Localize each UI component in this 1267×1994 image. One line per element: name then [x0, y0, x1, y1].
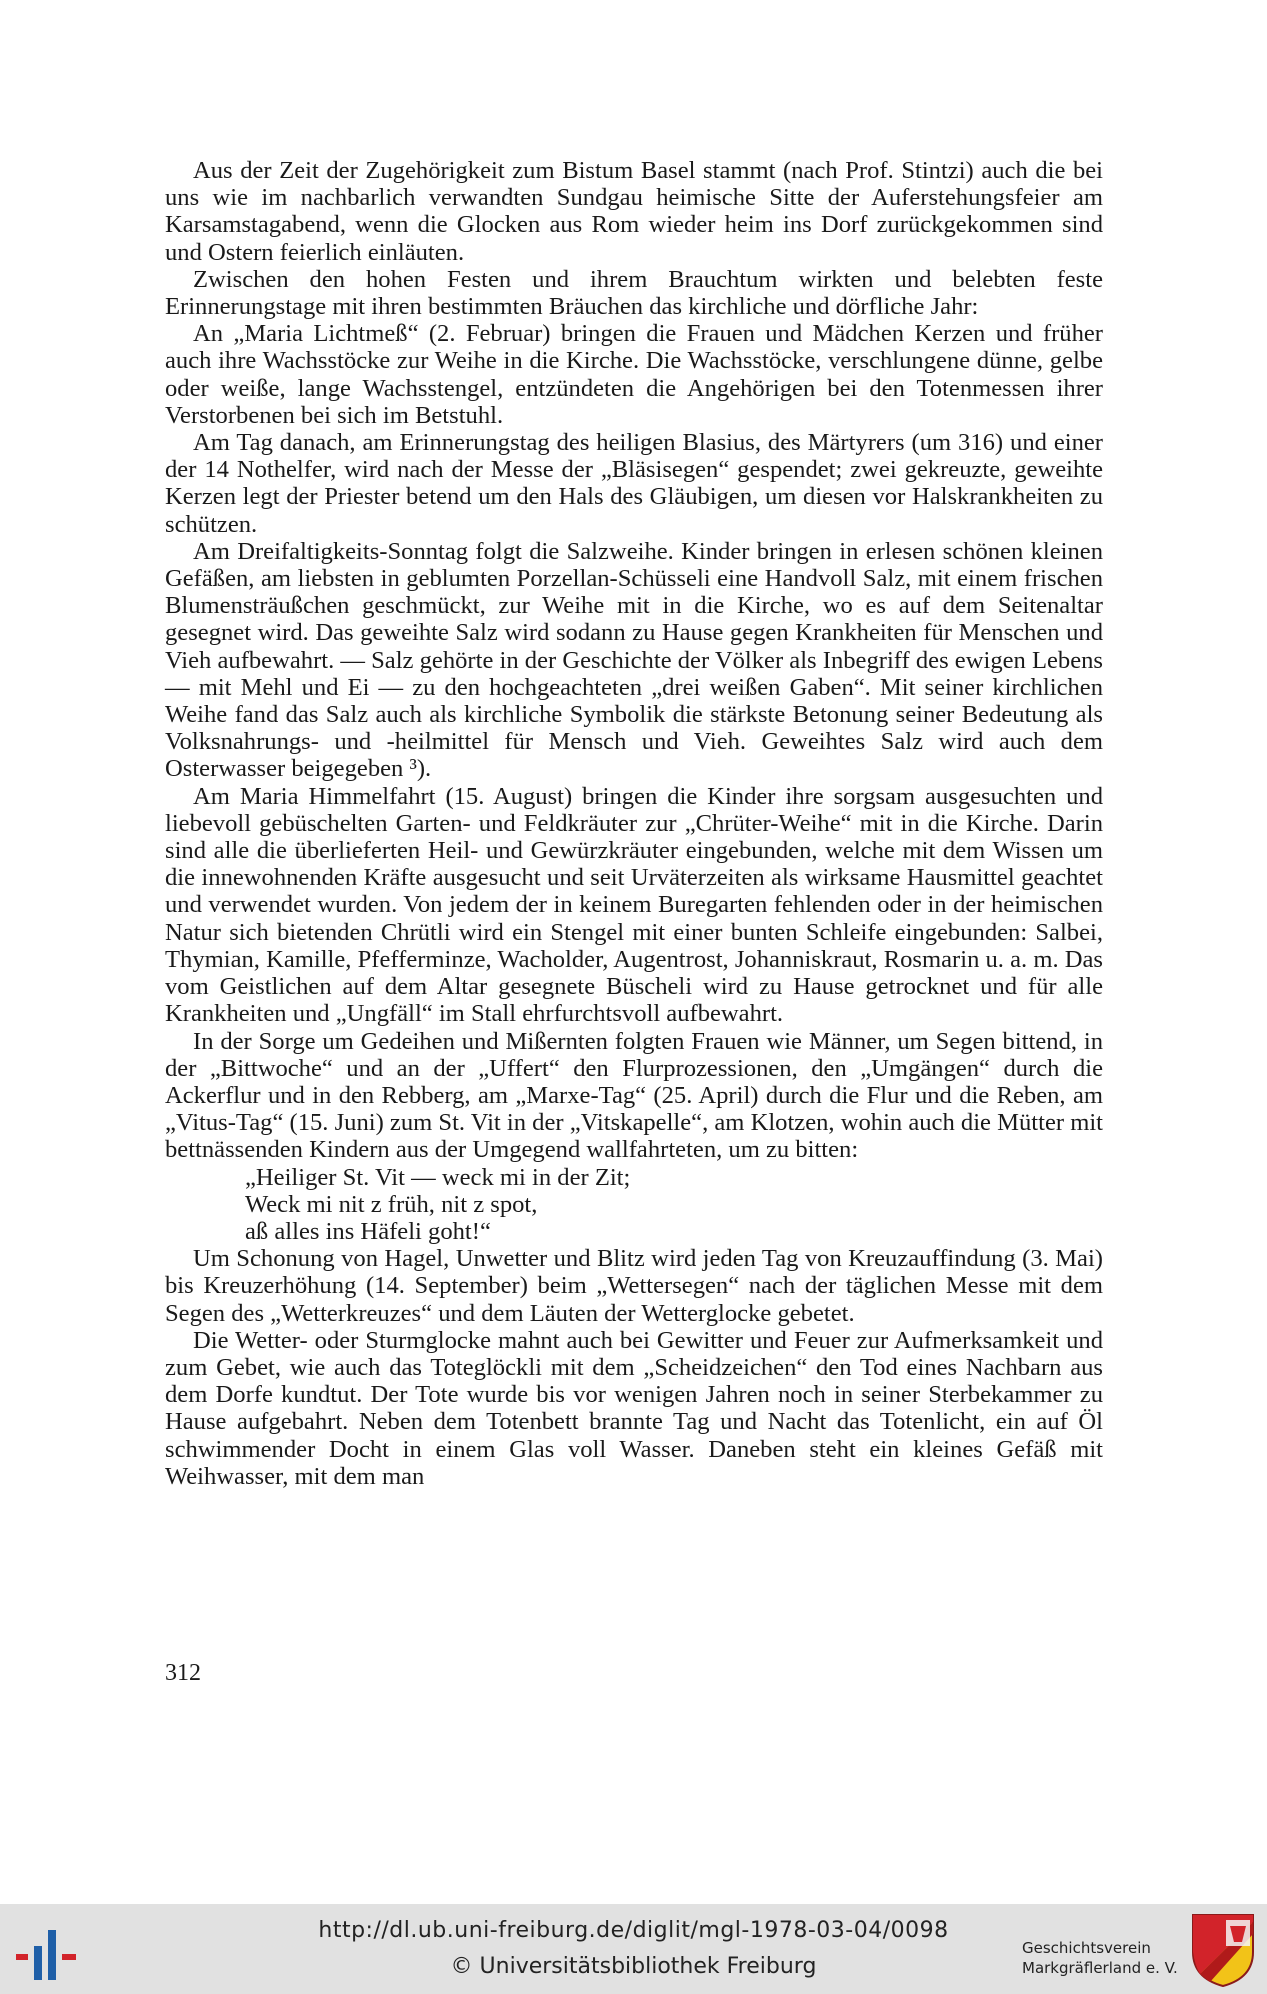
verse-line-2: Weck mi nit z früh, nit z spot,: [245, 1190, 538, 1218]
coat-of-arms-icon: [1190, 1912, 1256, 1988]
society-line-2: Markgräflerland e. V.: [1022, 1959, 1178, 1977]
paragraph-7: In der Sorge um Gedeihen und Mißernten folgten Frauen wie Männer, um Segen bittend, in der „Bittwoche“ und an der „Uffert“ den Flurprozessionen, den „Umgängen“ durch die Ackerflur und in den Rebberg, am „Marxe-Tag“ (25. April) durch die Flur und die Reben, am „Vitus-Tag“ (15. Juni) zum St. Vit in der „Vitskapelle“, am Klotzen, wohin auch die Mütter mit bettnässenden Kindern aus der Umgegend wallfahrteten, um zu bitten:: [165, 1027, 1103, 1164]
paragraph-2: Zwischen den hohen Festen und ihrem Brauchtum wirkten und belebten feste Erinnerungstage mit ihren bestimmten Bräuchen das kirchliche und dörfliche Jahr:: [165, 265, 1103, 321]
verse-line-3: aß alles ins Häfeli goht!“: [245, 1217, 491, 1245]
paragraph-9: Die Wetter- oder Sturmglocke mahnt auch bei Gewitter und Feuer zur Aufmerksamkeit und zum Gebet, wie auch das Toteglöckli mit dem „Scheidzeichen“ den Tod eines Nachbarn aus dem Dorfe kundtut. Der Tote wurde bis vor wenigen Jahren noch in seiner Sterbekammer zu Hause aufgebahrt. Neben dem Totenbett brannte Tag und Nacht das Totenlicht, ein auf Öl schwimmender Docht in einem Glas voll Wasser. Daneben steht ein kleines Gefäß mit Weihwasser, mit dem man: [165, 1326, 1103, 1490]
paragraph-6: Am Maria Himmelfahrt (15. August) bringen die Kinder ihre sorgsam ausgesuchten und liebevoll gebüschelten Garten- und Feldkräuter zur „Chrüter-Weihe“ mit in die Kirche. Darin sind alle die überlieferten Heil- und Gewürzkräuter eingebunden, welche mit dem Wissen um die innewohnenden Kräfte ausgesucht und seit Urväterzeiten als wirksame Hausmittel geachtet und verwendet wurden. Von jedem der in keinem Buregarten fehlenden oder in der heimischen Natur sich bietenden Chrütli wird ein Stengel mit einer bunten Schleife eingebunden: Salbei, Thymian, Kamille, Pfefferminze, Wacholder, Augentrost, Johanniskraut, Rosmarin u. a. m. Das vom Geistlichen auf dem Altar gesegnete Büscheli wird zu Hause getrocknet und für alle Krankheiten und „Ungfäll“ im Stall ehrfurchtsvoll aufbewahrt.: [165, 782, 1103, 1028]
verse-block: [165, 1164, 1103, 1246]
copyright-text: © Universitätsbibliothek Freiburg: [450, 1954, 817, 1979]
verse-line-1: „Heiliger St. Vit — weck mi in der Zit;: [245, 1163, 631, 1191]
society-name: [1022, 1938, 1178, 1978]
paragraph-8: Um Schonung von Hagel, Unwetter und Blitz wird jeden Tag von Kreuzauffindung (3. Mai) bis Kreuzerhöhung (14. September) beim „Wettersegen“ nach der täglichen Messe mit dem Segen des „Wetterkreuzes“ und dem Läuten der Wetterglocke gebetet.: [165, 1245, 1103, 1327]
body-text: [165, 157, 1103, 1490]
source-url[interactable]: http://dl.ub.uni-freiburg.de/diglit/mgl-1978-03-04/0098: [318, 1918, 949, 1943]
paragraph-1: Aus der Zeit der Zugehörigkeit zum Bistum Basel stammt (nach Prof. Stintzi) auch die bei uns wie im nachbarlich verwandten Sundgau heimische Sitte der Auferstehungsfeier am Karsamstagabend, wenn die Glocken aus Rom wieder heim ins Dorf zurückgekommen sind und Ostern feierlich einläuten.: [165, 157, 1103, 266]
paragraph-5: Am Dreifaltigkeits-Sonntag folgt die Salzweihe. Kinder bringen in erlesen schönen kleinen Gefäßen, am liebsten in geblumten Porzellan-Schüsseli eine Handvoll Salz, mit einem frischen Blumensträußchen geschmückt, zur Weihe mit in die Kirche, wo es auf dem Seitenaltar gesegnet wird. Das geweihte Salz wird sodann zu Hause gegen Krankheiten für Menschen und Vieh aufbewahrt. — Salz gehörte in der Geschichte der Völker als Inbegriff des ewigen Lebens — mit Mehl und Ei — zu den hochgeachteten „drei weißen Gaben“. Mit seiner kirchlichen Weihe fand das Salz auch als kirchliche Symbolik die stärkste Betonung seiner Bedeutung als Volksnahrungs- und -heilmittel für Mensch und Vieh. Geweihtes Salz wird auch dem Osterwasser beigegeben ³).: [165, 537, 1103, 783]
footer-bar: [0, 1904, 1267, 1994]
society-line-1: Geschichtsverein: [1022, 1939, 1151, 1957]
page-number: 312: [165, 1660, 201, 1686]
paragraph-3: An „Maria Lichtmeß“ (2. Februar) bringen die Frauen und Mädchen Kerzen und früher auch ihre Wachsstöcke zur Weihe in die Kirche. Die Wachsstöcke, verschlungene dünne, gelbe oder weiße, lange Wachsstengel, entzündeten die Angehörigen bei den Totenmessen ihrer Verstorbenen bei sich im Betstuhl.: [165, 320, 1103, 429]
paragraph-4: Am Tag danach, am Erinnerungstag des heiligen Blasius, des Märtyrers (um 316) und einer der 14 Nothelfer, wird nach der Messe der „Bläsisegen“ gespendet; zwei gekreuzte, geweihte Kerzen legt der Priester betend um den Hals des Gläubigen, um diesen vor Halskrankheiten zu schützen.: [165, 429, 1103, 538]
